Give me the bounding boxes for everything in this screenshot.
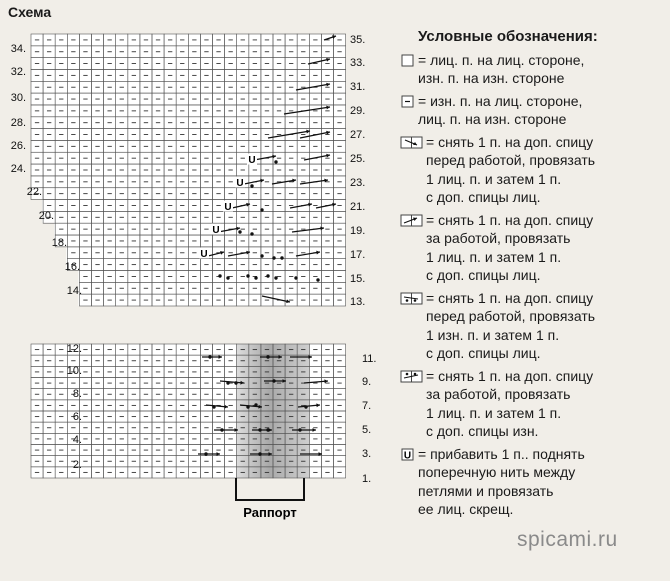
top-right-label-6: 23. xyxy=(350,177,366,189)
cross-left-knit-icon xyxy=(396,133,426,149)
svg-text:U: U xyxy=(224,202,232,213)
bottom-right-label-2: 7. xyxy=(362,400,372,412)
top-left-label-8: 18. xyxy=(51,237,67,249)
top-left-label-2: 30. xyxy=(10,92,26,104)
legend-item xyxy=(396,211,666,285)
top-left-label-0: 34. xyxy=(10,43,26,55)
top-right-label-5: 25. xyxy=(350,153,366,165)
top-left-label-6: 22. xyxy=(26,186,42,198)
legend-item xyxy=(396,445,666,519)
bottom-right-label-3: 5. xyxy=(362,424,372,436)
legend-title: Условные обозначения: xyxy=(418,28,598,45)
top-right-label-0: 35. xyxy=(350,34,366,46)
bottom-right-label-0: 11. xyxy=(362,353,377,365)
top-right-label-10: 15. xyxy=(350,273,366,285)
legend-item-text: = снять 1 п. на доп. спицу за работой, провязать 1 лиц. п. и затем 1 п. с доп. спицы лиц. xyxy=(426,211,594,283)
bottom-right-label-1: 9. xyxy=(362,376,372,388)
legend xyxy=(396,28,666,523)
bottom-right-label-5: 1. xyxy=(362,473,372,485)
svg-text:U: U xyxy=(236,178,244,189)
repeat-label: Раппорт xyxy=(243,505,297,520)
top-right-label-2: 31. xyxy=(350,81,366,93)
legend-item-text: = снять 1 п. на доп. спицу перед работой, провязать 1 изн. п. и затем 1 п. с доп. спицы лиц. xyxy=(426,289,596,361)
top-left-label-7: 20. xyxy=(38,210,54,222)
svg-text:U: U xyxy=(200,249,208,260)
cross-right-knit-icon xyxy=(396,211,426,227)
top-left-label-9: 16. xyxy=(64,261,80,273)
increase-u-icon xyxy=(396,445,418,461)
bottom-right-label-4: 3. xyxy=(362,448,372,460)
bottom-left-label-0: 12. xyxy=(66,343,82,355)
top-left-label-4: 26. xyxy=(10,140,26,152)
dash-square-icon xyxy=(396,92,418,108)
top-right-label-9: 17. xyxy=(350,249,366,261)
legend-item xyxy=(396,51,666,88)
top-right-label-1: 33. xyxy=(350,57,366,69)
legend-item xyxy=(396,92,666,129)
bottom-left-label-5: 2. xyxy=(72,459,82,471)
top-right-label-7: 21. xyxy=(350,201,366,213)
legend-item-text: = лиц. п. на лиц. стороне, изн. п. на изн. стороне xyxy=(418,51,585,86)
bottom-left-label-1: 10. xyxy=(66,365,82,377)
top-right-label-4: 27. xyxy=(350,129,366,141)
svg-text:U: U xyxy=(212,225,220,236)
top-right-label-11: 13. xyxy=(350,296,366,308)
legend-item-text: = снять 1 п. на доп. спицу за работой, провязать 1 лиц. п. и затем 1 п. с доп. спицы изн. xyxy=(426,367,594,439)
bottom-left-label-3: 6. xyxy=(72,411,82,423)
watermark: spicami.ru xyxy=(517,528,618,551)
top-right-label-8: 19. xyxy=(350,225,366,237)
legend-item-text: = снять 1 п. на доп. спицу перед работой, провязать 1 лиц. п. и затем 1 п. с доп. спицы лиц. xyxy=(426,133,596,205)
legend-item-text: = изн. п. на лиц. стороне, лиц. п. на изн. стороне xyxy=(418,92,583,127)
scheme-title: Схема xyxy=(8,4,52,20)
top-left-label-10: 14. xyxy=(66,285,82,297)
top-left-label-3: 28. xyxy=(10,117,26,129)
legend-item xyxy=(396,289,666,363)
legend-item xyxy=(396,367,666,441)
top-left-label-1: 32. xyxy=(10,66,26,78)
svg-text:U: U xyxy=(403,450,411,461)
cross-left-purl-icon xyxy=(396,289,426,305)
svg-text:U: U xyxy=(248,155,256,166)
bottom-left-label-4: 4. xyxy=(72,434,82,446)
top-right-label-3: 29. xyxy=(350,105,366,117)
top-left-label-5: 24. xyxy=(10,163,26,175)
legend-item xyxy=(396,133,666,207)
legend-item-text: = прибавить 1 п.. поднять поперечную нить между петлями и провязать ее лиц. скрещ. xyxy=(418,445,585,517)
repeat-bracket xyxy=(236,478,304,520)
empty-square-icon xyxy=(396,51,418,67)
bottom-left-label-2: 8. xyxy=(72,388,82,400)
cross-right-purl-icon xyxy=(396,367,426,383)
